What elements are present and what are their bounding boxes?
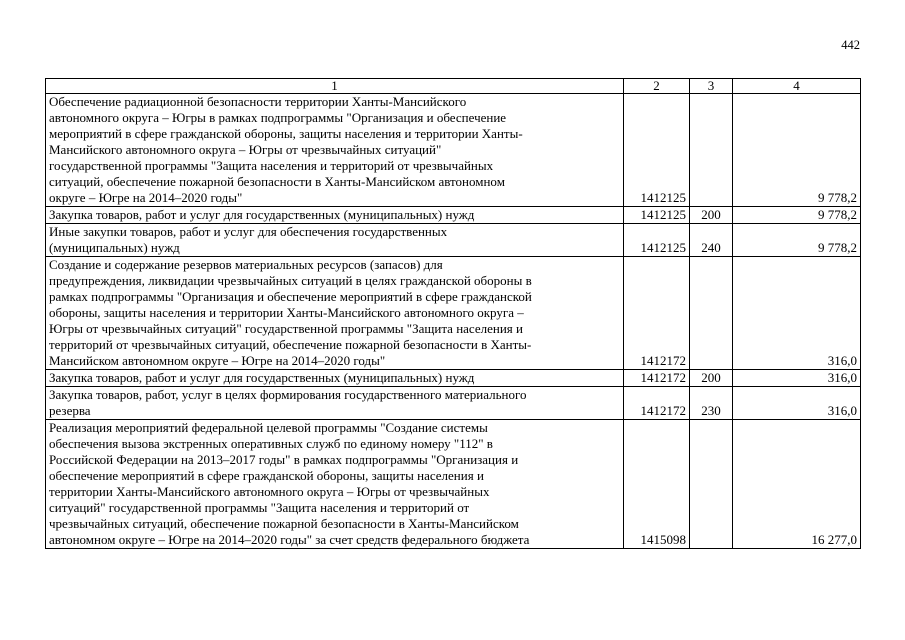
row-expense-type [690, 420, 733, 549]
column-header-2: 2 [624, 79, 690, 94]
row-target-code: 1415098 [624, 420, 690, 549]
row-target-code: 1412172 [624, 387, 690, 420]
table-row [46, 257, 861, 370]
row-description [46, 224, 624, 257]
row-expense-type: 200 [690, 370, 733, 387]
table-row [46, 420, 861, 549]
row-expense-type: 230 [690, 387, 733, 420]
table-row [46, 224, 861, 257]
row-expense-type: 200 [690, 207, 733, 224]
row-amount: 316,0 [733, 370, 861, 387]
row-description [46, 370, 624, 387]
row-description [46, 257, 624, 370]
row-amount: 9 778,2 [733, 207, 861, 224]
row-amount: 9 778,2 [733, 94, 861, 207]
description-text: Реализация мероприятий федеральной целевой программы "Создание системы обеспечения вызова экстренных оперативных служб по единому номеру "112" в Российской Федерации на 2013–2017 годы" в рамках подпрограммы "Организация и обеспечение мероприятий в сфере гражданской обороны, защиты населения и территории Ханты-Мансийского автономного округа – Югры от чрезвычайных ситуаций" государственной программы "Защита населения и территорий от чрезвычайных ситуаций, обеспечение пожарной безопасности в Ханты-Мансийском автономном округе – Югре на 2014–2020 годы" за счет средств федерального бюджета [49, 420, 530, 547]
table-row [46, 387, 861, 420]
row-target-code: 1412172 [624, 257, 690, 370]
description-text: Создание и содержание резервов материальных ресурсов (запасов) для предупреждения, ликвидации чрезвычайных ситуаций в целях гражданской обороны в рамках подпрограммы "Организация и обеспечение мероприятий в сфере гражданской обороны, защиты населения и территории Ханты-Мансийского автономного округа – Югры от чрезвычайных ситуаций" государственной программы "Защита населения и территорий от чрезвычайных ситуаций, обеспечение пожарной безопасности в Ханты- Мансийском автономном округе – Югре на 2014–2020 годы" [49, 257, 532, 368]
row-description [46, 94, 624, 207]
description-text: Иные закупки товаров, работ и услуг для обеспечения государственных (муниципальных) нужд [49, 224, 448, 255]
row-amount: 316,0 [733, 387, 861, 420]
row-target-code: 1412125 [624, 94, 690, 207]
table-row [46, 370, 861, 387]
table-header-row [46, 79, 861, 94]
row-target-code: 1412125 [624, 207, 690, 224]
row-target-code: 1412125 [624, 224, 690, 257]
row-expense-type [690, 257, 733, 370]
description-text: Обеспечение радиационной безопасности территории Ханты-Мансийского автономного округа – Югры в рамках подпрограммы "Организация и обеспечение мероприятий в сфере гражданской обороны, защиты населения и территории Ханты- Мансийского автономного округа – Югры от чрезвычайных ситуаций" государственной программы "Защита населения и территорий от чрезвычайных ситуаций, обеспечение пожарной безопасности в Ханты-Мансийском автономном округе – Югре на 2014–2020 годы" [49, 94, 523, 205]
row-amount: 316,0 [733, 257, 861, 370]
row-amount: 9 778,2 [733, 224, 861, 257]
row-amount: 16 277,0 [733, 420, 861, 549]
description-text: Закупка товаров, работ, услуг в целях формирования государственного материального резерва [49, 387, 527, 418]
page-number: 442 [841, 38, 860, 52]
row-description [46, 387, 624, 420]
table-row [46, 94, 861, 207]
row-target-code: 1412172 [624, 370, 690, 387]
row-description [46, 420, 624, 549]
column-header-4: 4 [733, 79, 861, 94]
row-description [46, 207, 624, 224]
column-header-3: 3 [690, 79, 733, 94]
budget-table [45, 78, 861, 549]
row-expense-type [690, 94, 733, 207]
table-row [46, 207, 861, 224]
column-header-1: 1 [46, 79, 624, 94]
row-expense-type: 240 [690, 224, 733, 257]
description-text: Закупка товаров, работ и услуг для государственных (муниципальных) нужд [49, 207, 475, 222]
description-text: Закупка товаров, работ и услуг для государственных (муниципальных) нужд [49, 370, 475, 385]
